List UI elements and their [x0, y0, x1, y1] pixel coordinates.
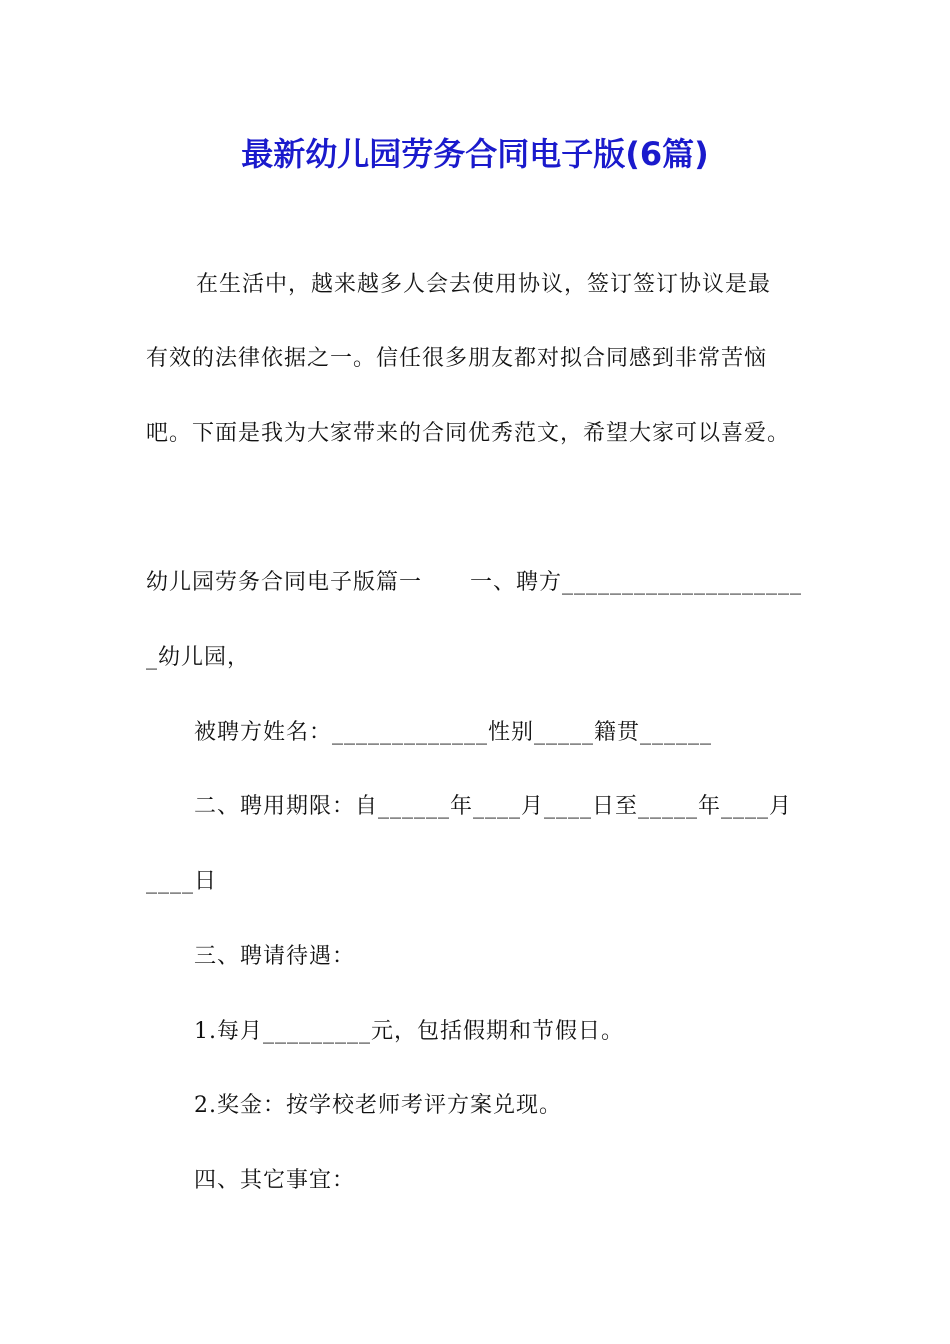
employee-info-line: 被聘方姓名：_____________性别_____籍贯______: [194, 720, 713, 745]
intro-line-1: 在生活中，越来越多人会去使用协议，签订签订协议是最: [196, 272, 772, 297]
employment-term-continuation: ____日: [146, 869, 218, 894]
intro-line-3: 吧。下面是我为大家带来的合同优秀范文，希望大家可以喜爱。: [146, 421, 791, 446]
clause-1-continuation: _幼儿园，: [146, 645, 251, 670]
other-matters-heading: 四、其它事宜：: [194, 1168, 356, 1193]
benefit-item-2: 2.奖金：按学校老师考评方案兑现。: [194, 1093, 562, 1118]
intro-line-2: 有效的法律依据之一。信任很多朋友都对拟合同感到非常苦恼: [146, 346, 768, 371]
employment-term-line: 二、聘用期限：自______年____月____日至_____年____月: [194, 794, 793, 819]
benefit-item-1: 1.每月_________元，包括假期和节假日。: [194, 1019, 624, 1044]
clause-1-employer: 一、聘方____________________: [470, 570, 803, 595]
document-title: 最新幼儿园劳务合同电子版(6篇): [241, 135, 709, 173]
section-heading: 幼儿园劳务合同电子版篇一: [146, 570, 423, 595]
benefits-heading: 三、聘请待遇：: [194, 944, 356, 969]
section-heading-row: [146, 565, 802, 601]
